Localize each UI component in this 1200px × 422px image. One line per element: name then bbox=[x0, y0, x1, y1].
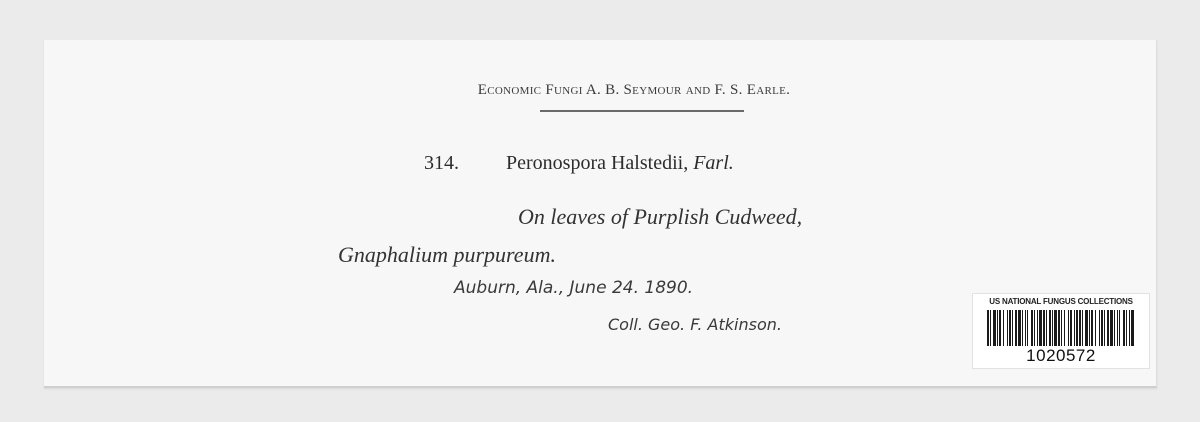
barcode-bar bbox=[1022, 310, 1023, 346]
barcode-icon bbox=[987, 310, 1135, 346]
specimen-number: 314. bbox=[424, 152, 459, 174]
barcode-bar bbox=[1049, 310, 1051, 346]
barcode-bar bbox=[999, 310, 1001, 346]
barcode-bar bbox=[1104, 310, 1105, 346]
barcode-bar bbox=[1074, 310, 1075, 346]
barcode-label bbox=[972, 293, 1150, 369]
barcode-bar bbox=[1018, 310, 1021, 346]
barcode-bar bbox=[997, 310, 998, 346]
barcode-bar bbox=[1114, 310, 1115, 346]
barcode-bar bbox=[1037, 310, 1038, 346]
barcode-bar bbox=[1117, 310, 1118, 346]
host-latin-name: Gnaphalium purpureum. bbox=[338, 242, 556, 267]
barcode-bar bbox=[1052, 310, 1053, 346]
barcode-bar bbox=[993, 310, 996, 346]
barcode-title: US NATIONAL FUNGUS COLLECTIONS bbox=[989, 297, 1133, 306]
barcode-bar bbox=[1119, 310, 1120, 346]
barcode-bar bbox=[1101, 310, 1103, 346]
barcode-bar bbox=[1007, 310, 1008, 346]
collector-name: Coll. Geo. F. Atkinson. bbox=[608, 315, 782, 334]
barcode-bar bbox=[1064, 310, 1065, 346]
barcode-bar bbox=[1015, 310, 1017, 346]
barcode-bar bbox=[1025, 310, 1026, 346]
label-header: Economic Fungi A. B. Seymour and F. S. Earle. bbox=[477, 82, 791, 98]
barcode-bar bbox=[987, 310, 989, 346]
barcode-bar bbox=[1012, 310, 1013, 346]
barcode-bar bbox=[1082, 310, 1083, 346]
barcode-bar bbox=[1046, 310, 1047, 346]
header-rule bbox=[540, 110, 744, 112]
barcode-bar bbox=[1131, 310, 1134, 346]
barcode-bar bbox=[1003, 310, 1004, 346]
species-name: Peronospora Halstedii, bbox=[506, 152, 689, 174]
barcode-bar bbox=[1095, 310, 1096, 346]
host-common-name: On leaves of Purplish Cudweed, bbox=[518, 204, 803, 229]
barcode-bar bbox=[1076, 310, 1078, 346]
barcode-bar bbox=[1079, 310, 1081, 346]
barcode-bar bbox=[1068, 310, 1069, 346]
barcode-bar bbox=[1129, 310, 1130, 346]
species-author: Farl. bbox=[693, 152, 734, 174]
barcode-bar bbox=[1089, 310, 1090, 346]
collection-locality: Auburn, Ala., June 24. 1890. bbox=[454, 278, 694, 298]
barcode-bar bbox=[1099, 310, 1100, 346]
barcode-bar bbox=[1043, 310, 1045, 346]
barcode-bar bbox=[1123, 310, 1125, 346]
barcode-bar bbox=[1039, 310, 1042, 346]
barcode-bar bbox=[1085, 310, 1088, 346]
barcode-bar bbox=[1091, 310, 1093, 346]
barcode-bar bbox=[1027, 310, 1028, 346]
barcode-bar bbox=[1110, 310, 1113, 346]
barcode-bar bbox=[1058, 310, 1060, 346]
barcode-bar bbox=[1034, 310, 1035, 346]
barcode-bar bbox=[1031, 310, 1033, 346]
barcode-bar bbox=[1009, 310, 1011, 346]
species-line bbox=[424, 152, 734, 175]
barcode-bar bbox=[1054, 310, 1057, 346]
barcode-bar bbox=[990, 310, 991, 346]
barcode-number: 1020572 bbox=[1026, 346, 1096, 365]
barcode-bar bbox=[1070, 310, 1072, 346]
barcode-bar bbox=[1107, 310, 1109, 346]
barcode-bar bbox=[1061, 310, 1062, 346]
barcode-bar bbox=[1126, 310, 1127, 346]
